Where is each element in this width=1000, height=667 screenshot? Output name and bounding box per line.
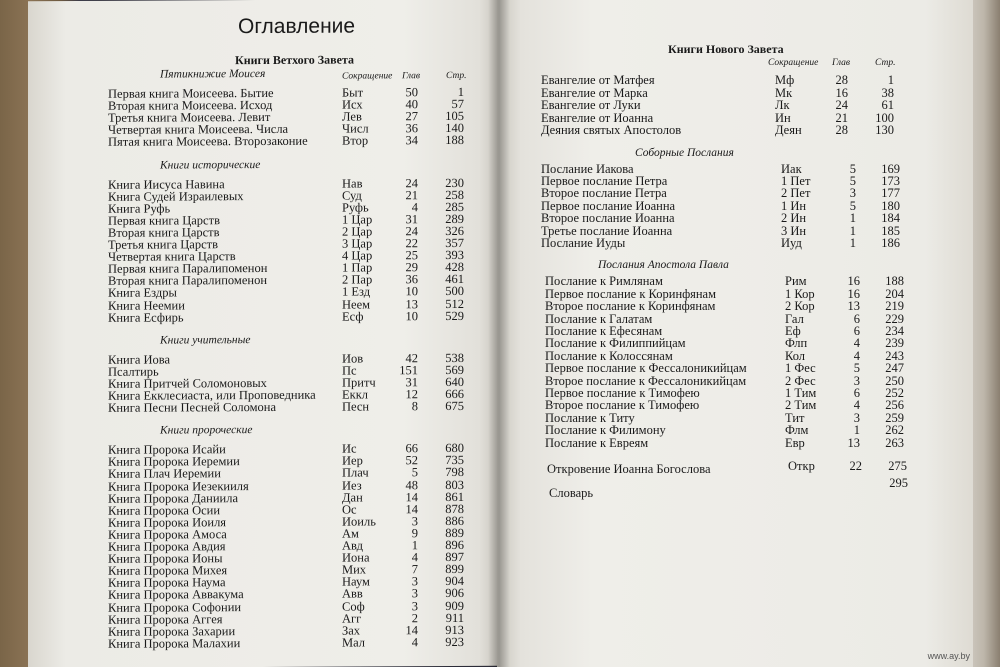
book-abbr: Неем [342, 296, 371, 312]
book-abbr: 4 Цар [342, 248, 373, 263]
book-page: 326 [445, 223, 464, 238]
book-abbr: Есф [342, 309, 364, 324]
book-name: Послание к Филиппийцам [545, 336, 686, 351]
book-name: Послание к Евреям [545, 435, 649, 450]
book-chapters: 24 [835, 98, 848, 112]
col-header-pages: Стр. [875, 58, 896, 68]
col-header-abbr: Сокращение [768, 58, 819, 68]
book-page: 188 [885, 274, 904, 289]
book-name: Второе послание Иоанна [541, 211, 675, 226]
book-chapters: 5 [849, 161, 856, 176]
book-name: Первая книга Моисеева. Бытие [108, 85, 274, 101]
book-abbr: Наум [342, 574, 370, 589]
book-chapters: 40 [405, 97, 418, 112]
book-abbr: 1 Пар [342, 260, 373, 275]
book-page: 130 [875, 123, 894, 137]
book-abbr: 2 Ин [781, 211, 807, 226]
book-chapters: 21 [835, 110, 848, 125]
book-chapters: 66 [405, 441, 418, 456]
book-name: Книга Пророка Иеремии [108, 454, 240, 470]
book-chapters: 3 [411, 513, 418, 529]
book-chapters: 3 [411, 586, 418, 601]
book-page: 184 [881, 211, 900, 226]
group-title: Соборные Послания [635, 146, 734, 159]
book-page: 275 [888, 458, 907, 473]
book-chapters: 16 [835, 85, 848, 100]
book-abbr: Иуд [781, 235, 802, 250]
book-page: 259 [885, 410, 904, 425]
book-page: 735 [445, 453, 464, 468]
book-chapters: 3 [849, 186, 856, 201]
book-name: Книга Пророка Софонии [108, 599, 242, 615]
book-name: Книга Иова [108, 352, 171, 367]
book-page: 188 [445, 133, 464, 148]
book-name: Книга Пророка Исайи [108, 442, 226, 457]
book-page: 897 [445, 550, 464, 565]
col-header-abbr: Сокращение [342, 71, 393, 82]
nt-section-title: Книги Нового Завета [668, 42, 784, 56]
book-chapters: 16 [847, 274, 860, 289]
watermark: www.ay.by [927, 651, 970, 661]
col-header-chapters: Глав [832, 58, 851, 68]
book-abbr: Гал [785, 311, 804, 326]
book-chapters: 27 [405, 109, 418, 124]
book-page: 1 [887, 73, 894, 87]
book-abbr: Кол [785, 348, 806, 363]
book-page: 906 [445, 586, 464, 601]
book-name: Послание к Галатам [545, 311, 653, 326]
book-page: 185 [881, 223, 900, 238]
book-page: 252 [885, 385, 904, 400]
book-page: 285 [445, 199, 464, 214]
book-name: Второе послание Петра [541, 186, 667, 201]
book-page: 173 [881, 173, 900, 188]
book-name: Третье послание Иоанна [541, 223, 673, 238]
book-page: 393 [445, 248, 464, 263]
book-abbr: Лк [775, 98, 790, 112]
group-title: Книги исторические [160, 158, 261, 172]
book-page: 239 [885, 336, 904, 351]
book-name: Послание Иуды [541, 235, 626, 250]
book-page: 243 [885, 348, 904, 363]
book-abbr: Мф [775, 73, 795, 87]
book-abbr: Быт [342, 85, 364, 100]
book-chapters: 5 [411, 465, 418, 480]
book-page: 803 [445, 477, 464, 492]
book-abbr: Числ [342, 121, 369, 136]
book-name: Книга Пророка Малахии [108, 635, 241, 651]
book-page: 512 [445, 296, 464, 311]
book-page: 878 [445, 501, 464, 516]
book-chapters: 10 [405, 308, 418, 323]
book-abbr: Суд [342, 188, 362, 203]
book-page: 911 [445, 610, 464, 625]
book-abbr: Иов [342, 351, 364, 366]
book-name: Книга Пророка Амоса [108, 527, 227, 542]
book-abbr: Соф [342, 598, 365, 614]
book-abbr: 1 Цар [342, 212, 373, 227]
book-page: 250 [885, 373, 904, 388]
book-chapters: 22 [849, 458, 862, 473]
book-abbr: Притч [342, 375, 376, 390]
book-name: Послание Иакова [541, 161, 634, 176]
book-chapters: 5 [849, 198, 856, 213]
book-abbr: 1 Пет [781, 173, 811, 188]
book-abbr: Евр [785, 435, 805, 450]
book-page: 923 [445, 634, 464, 649]
book-page: 886 [445, 513, 464, 528]
book-chapters: 13 [847, 435, 860, 450]
book-page: 913 [445, 622, 464, 637]
group-title: Книги пророческие [160, 424, 253, 437]
book-name: Евангелие от Матфея [541, 73, 655, 87]
book-page: 263 [885, 435, 904, 450]
book-page: 57 [451, 97, 464, 112]
book-abbr: 3 Цар [342, 236, 373, 251]
book-abbr: Мал [342, 635, 366, 650]
book-chapters: 4 [853, 336, 860, 351]
book-abbr: Втор [342, 133, 369, 148]
book-abbr: 1 Кор [785, 286, 815, 301]
book-name: Книга Пророка Авдия [108, 539, 226, 554]
book-abbr: 1 Фес [785, 361, 816, 376]
book-chapters: 48 [405, 477, 418, 492]
book-name: Книга Судей Израилевых [108, 188, 244, 204]
book-abbr: Нав [342, 175, 363, 191]
book-chapters: 42 [405, 350, 418, 365]
book-abbr: Песн [342, 399, 370, 414]
book-page: 357 [445, 235, 464, 251]
book-chapters: 21 [405, 187, 418, 202]
book-abbr: Ам [342, 526, 359, 541]
book-name: Первая книга Царств [108, 213, 220, 228]
book-abbr: Еккл [342, 387, 369, 402]
book-name: Послание к Колоссянам [545, 348, 673, 363]
dictionary-page: 295 [889, 475, 908, 490]
book-abbr: Флм [785, 423, 809, 438]
book-abbr: Еф [785, 323, 801, 338]
book-abbr: Руфь [342, 200, 369, 215]
group-title: Книги учительные [160, 333, 251, 347]
book-chapters: 28 [835, 73, 848, 87]
book-chapters: 5 [849, 173, 856, 188]
book-abbr: Иез [342, 477, 362, 493]
book-name: Первое послание к Фессалоникийцам [545, 361, 747, 376]
book-chapters: 14 [405, 622, 418, 637]
book-name: Вторая книга Паралипоменон [108, 273, 268, 289]
book-chapters: 14 [405, 489, 418, 504]
book-abbr: 2 Кор [785, 299, 815, 314]
book-chapters: 7 [411, 562, 418, 577]
book-page: 100 [875, 110, 894, 125]
book-page: 258 [445, 187, 464, 202]
book-chapters: 52 [405, 453, 418, 468]
book-chapters: 36 [405, 272, 418, 287]
book-name: Второе послание к Фессалоникийцам [545, 373, 747, 388]
book-chapters: 2 [411, 610, 418, 625]
book-name: Первое послание к Коринфянам [545, 286, 716, 301]
book-name: Первое послание Петра [541, 173, 668, 188]
book-chapters: 4 [411, 550, 418, 565]
book-abbr: Иак [781, 161, 802, 176]
book-page: 262 [885, 423, 904, 438]
col-header-pages: Стр. [446, 70, 467, 82]
book-page: 500 [445, 284, 464, 299]
book-abbr: Зах [342, 623, 361, 638]
book-page: 428 [445, 260, 464, 275]
book-name: Книга Пророка Ионы [108, 551, 223, 566]
book-chapters: 36 [405, 121, 418, 136]
book-abbr: Иоиль [342, 514, 376, 529]
book-chapters: 4 [853, 348, 860, 363]
book-chapters: 3 [853, 373, 860, 388]
book-name: Книга Пророка Иезекииля [108, 478, 249, 494]
book-chapters: 10 [405, 284, 418, 299]
book-name: Третья книга Моисеева. Левит [108, 110, 271, 125]
book-abbr: Ос [342, 502, 357, 517]
book-name: Второе послание к Тимофею [545, 398, 700, 413]
right-page [497, 0, 973, 667]
book-abbr: 1 Ин [781, 198, 807, 213]
book-abbr: Пс [342, 363, 357, 378]
book-abbr: Авв [342, 586, 363, 601]
book-name: Книга Пророка Иоиля [108, 514, 227, 530]
book-name: Книга Пророка Даниила [108, 490, 239, 506]
book-page: 896 [445, 537, 464, 553]
book-abbr: 1 Езд [342, 284, 371, 299]
book-page: 186 [881, 235, 900, 250]
book-chapters: 29 [405, 260, 418, 275]
book-chapters: 50 [405, 85, 418, 100]
book-name: Вторая книга Царств [108, 225, 220, 240]
book-name: Книга Пророка Аввакума [108, 587, 244, 603]
book-abbr: 2 Пар [342, 272, 373, 287]
book-chapters: 4 [411, 199, 418, 214]
book-name: Книга Неемии [108, 297, 185, 313]
book-chapters: 34 [405, 133, 418, 148]
book-page: 289 [445, 211, 464, 226]
book-page: 675 [445, 399, 464, 414]
book-abbr: 2 Пет [781, 186, 811, 201]
book-abbr: 1 Тим [785, 385, 817, 400]
book-chapters: 1 [849, 235, 856, 250]
book-name: Книга Пророка Осии [108, 502, 221, 518]
book-name: Евангелие от Иоанна [541, 110, 654, 125]
book-page: 538 [445, 350, 464, 365]
book-page: 180 [881, 198, 900, 213]
book-chapters: 12 [405, 387, 418, 402]
book-name: Послание к Ефесянам [545, 323, 663, 338]
book-name: Евангелие от Марка [541, 85, 648, 100]
book-page: 640 [445, 374, 464, 389]
book-chapters: 22 [405, 236, 418, 251]
book-abbr: Ин [775, 110, 791, 125]
book-page: 140 [445, 121, 464, 136]
book-gutter [488, 0, 510, 667]
book-chapters: 151 [399, 362, 418, 378]
book-abbr: 2 Цар [342, 224, 373, 239]
book-abbr: Плач [342, 465, 369, 480]
book-name: Книга Пророка Аггея [108, 611, 223, 627]
book-page: 105 [445, 109, 464, 124]
book-page: 904 [445, 574, 464, 589]
book-chapters: 25 [405, 248, 418, 263]
book-name: Деяния святых Апостолов [541, 123, 682, 137]
book-abbr: Авд [342, 538, 363, 553]
book-name: Книга Пророка Захарии [108, 623, 236, 639]
book-chapters: 24 [405, 224, 418, 239]
book-page: 529 [445, 308, 464, 323]
book-page: 899 [445, 562, 464, 577]
book-chapters: 1 [411, 538, 418, 553]
book-page: 38 [881, 85, 894, 100]
dictionary-label: Словарь [549, 485, 594, 500]
book-name: Третья книга Царств [108, 237, 218, 252]
book-page: 204 [885, 286, 904, 301]
book-page: 680 [445, 441, 464, 456]
book-name: Книга Иисуса Навина [108, 176, 225, 192]
book-abbr: Дан [342, 490, 363, 505]
book-name: Книга Пророка Михея [108, 563, 228, 578]
ot-section-title: Книги Ветхого Завета [235, 52, 354, 68]
book-name: Четвертая книга Моисеева. Числа [108, 122, 289, 138]
book-name: Первая книга Паралипоменон [108, 261, 268, 276]
book-chapters: 4 [853, 398, 860, 413]
book-chapters: 3 [853, 410, 860, 425]
book-page: 219 [885, 299, 904, 314]
group-title: Пятикнижие Моисея [160, 67, 266, 81]
book-chapters: 5 [853, 361, 860, 376]
book-abbr: 3 Ин [781, 223, 807, 238]
book-abbr: Флп [785, 336, 808, 351]
book-page: 177 [881, 186, 900, 201]
book-name: Книга Руфь [108, 201, 171, 216]
book-name: Книга Песни Песней Соломона [108, 400, 277, 415]
book-abbr: Исх [342, 97, 363, 112]
book-page: 798 [445, 465, 464, 480]
book-chapters: 3 [411, 598, 418, 613]
book-name: Книга Екклесиаста, или Проповедника [108, 387, 316, 403]
book-name: Книга Притчей Соломоновых [108, 375, 267, 391]
book-name: Вторая книга Моисеева. Исход [108, 98, 273, 113]
book-page: 569 [445, 362, 464, 377]
book-name: Послание к Титу [545, 410, 635, 425]
col-header-chapters: Глав [402, 71, 421, 82]
book-chapters: 13 [405, 296, 418, 311]
book-chapters: 3 [411, 574, 418, 589]
book-abbr: Рим [785, 274, 807, 289]
book-name: Евангелие от Луки [541, 98, 641, 112]
book-chapters: 1 [849, 211, 856, 226]
book-chapters: 6 [853, 385, 860, 400]
book-page: 61 [881, 98, 894, 112]
book-chapters: 13 [847, 299, 860, 314]
book-page: 230 [445, 175, 464, 190]
left-page [28, 0, 498, 667]
book-chapters: 6 [853, 311, 860, 326]
book-name: Псалтирь [108, 364, 159, 379]
book-abbr: Иер [342, 453, 363, 468]
book-name: Второе послание к Коринфянам [545, 299, 716, 314]
group-title: Послания Апостола Павла [598, 259, 729, 272]
book-chapters: 31 [405, 375, 418, 390]
book-name: Откровение Иоанна Богослова [547, 461, 711, 476]
book-name: Пятая книга Моисеева. Второзаконие [108, 134, 308, 150]
book-name: Книга Пророка Наума [108, 575, 226, 591]
book-abbr: 2 Тим [785, 398, 817, 413]
book-abbr: Агг [342, 611, 362, 626]
book-name: Книга Есфирь [108, 310, 184, 325]
book-abbr: Лев [342, 109, 362, 124]
book-page: 861 [445, 489, 464, 504]
book-chapters: 31 [405, 211, 418, 227]
book-name: Первое послание Иоанна [541, 198, 676, 213]
book-chapters: 16 [847, 286, 860, 301]
book-page: 1 [457, 84, 464, 99]
book-page: 234 [885, 323, 904, 338]
book-chapters: 1 [853, 423, 860, 438]
book-name: Первое послание к Тимофею [545, 385, 700, 400]
book-abbr: 2 Фес [785, 373, 816, 388]
book-abbr: Мих [342, 562, 367, 577]
book-chapters: 9 [411, 526, 418, 541]
book-page: 889 [445, 525, 464, 540]
toc-title: Оглавление [238, 14, 356, 39]
book-name: Книга Ездры [108, 285, 177, 301]
book-chapters: 8 [411, 399, 418, 414]
book-page: 229 [885, 311, 904, 326]
book-chapters: 1 [849, 223, 856, 238]
book-abbr: Тит [785, 410, 805, 425]
book-abbr: Ис [342, 441, 357, 456]
book-chapters: 14 [405, 501, 418, 516]
book-abbr: Мк [775, 85, 793, 100]
book-name: Книга Плач Иеремии [108, 466, 221, 482]
book-page: 169 [881, 161, 900, 176]
book-chapters: 28 [835, 123, 848, 137]
book-abbr: Откр [788, 458, 815, 473]
book-page: 909 [445, 598, 464, 613]
book-abbr: Иона [342, 550, 370, 565]
book-name: Послание к Филимону [545, 423, 666, 438]
book-abbr: Деян [775, 123, 802, 137]
book-chapters: 24 [405, 175, 418, 190]
book-chapters: 6 [853, 323, 860, 338]
book-name: Послание к Римлянам [545, 274, 663, 289]
book-name: Четвертая книга Царств [108, 249, 236, 264]
book-page: 256 [885, 398, 904, 413]
book-chapters: 4 [411, 634, 418, 650]
book-page: 666 [445, 386, 464, 402]
book-page: 461 [445, 272, 464, 287]
book-page: 247 [885, 361, 904, 376]
